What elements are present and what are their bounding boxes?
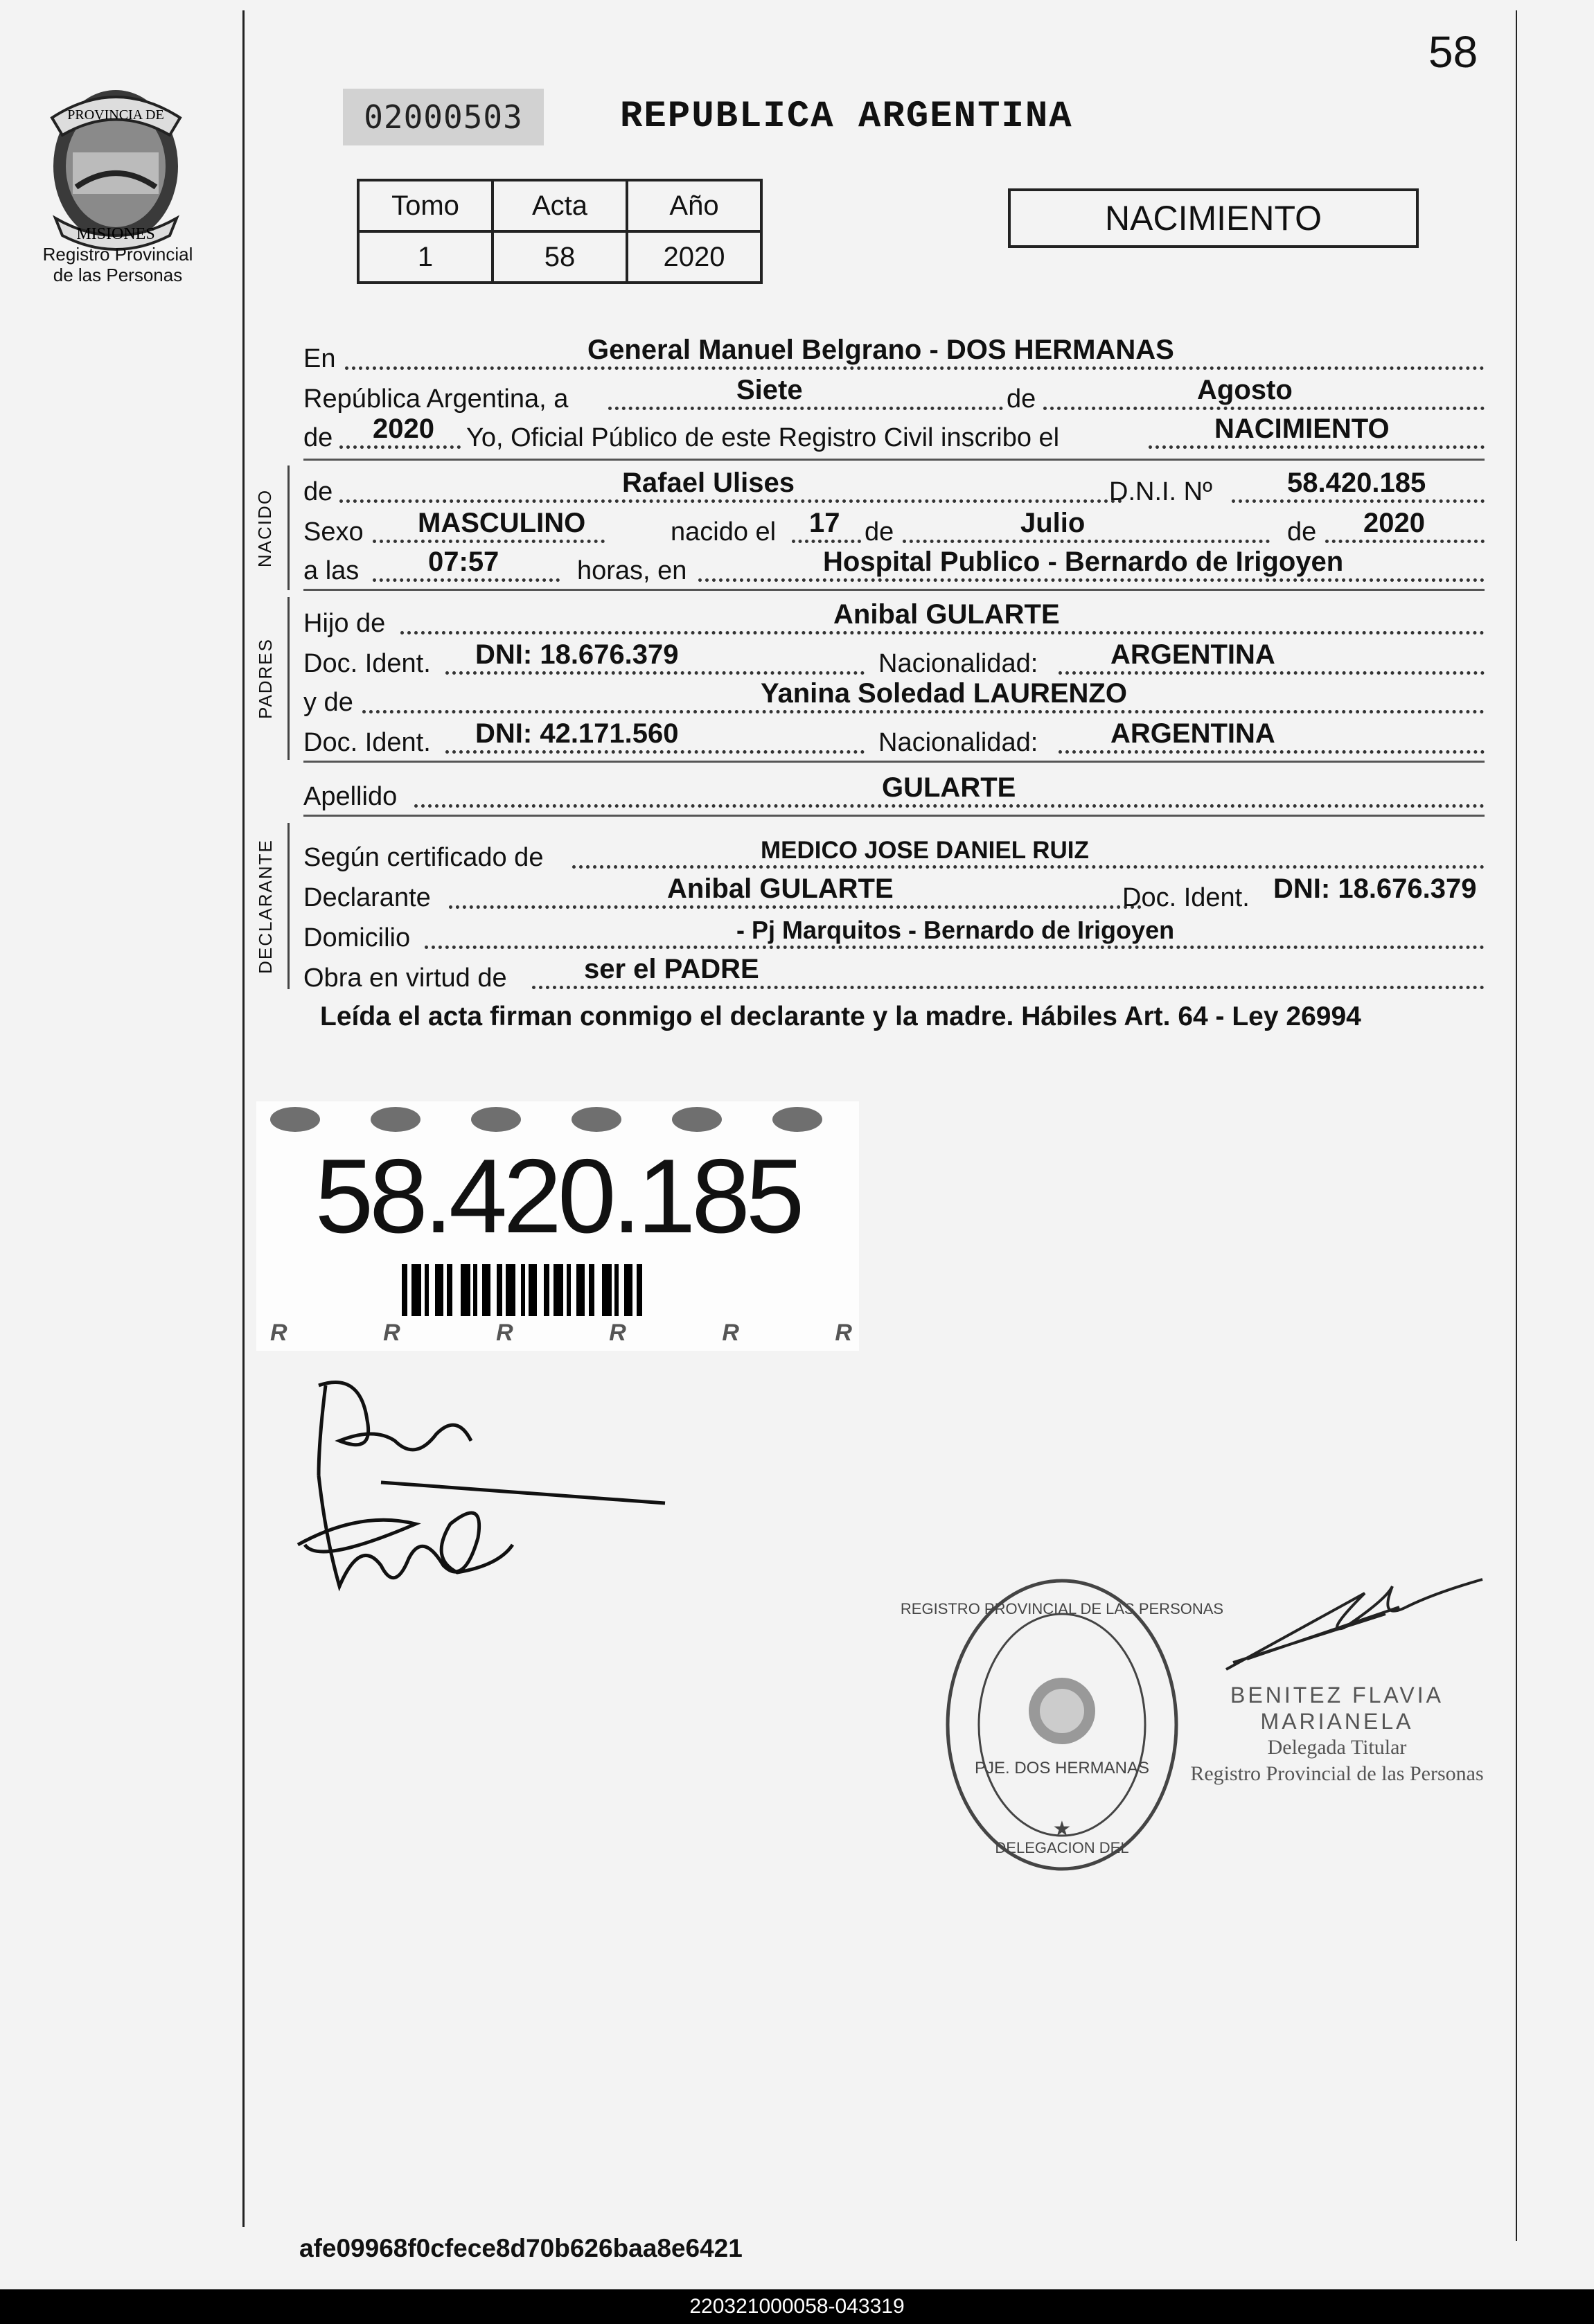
act-type-box: NACIMIENTO — [1008, 188, 1419, 248]
label-a-las: a las — [303, 556, 360, 585]
dni-label-sticker — [256, 1101, 859, 1351]
section-divider — [303, 589, 1485, 591]
row-date-written — [303, 373, 1485, 414]
closing-statement: Leída el acta firman conmigo el declarante y la madre. Hábiles Art. 64 - Ley 26994 — [320, 1002, 1361, 1031]
emblem-banner-bottom: MISIONES — [76, 225, 155, 243]
row-surname — [303, 770, 1485, 812]
label-y-de: y de — [303, 688, 353, 717]
value-mother-name: Yanina Soledad LAURENZO — [761, 678, 1127, 709]
row-place — [303, 332, 1485, 374]
stamp-center-text: PJE. DOS HERMANAS — [974, 1759, 1150, 1777]
serial-number: 02000503 — [343, 89, 544, 145]
label-sexo: Sexo — [303, 517, 364, 547]
label-doc-ident: Doc. Ident. — [303, 649, 431, 678]
value-certificate: MEDICO JOSE DANIEL RUIZ — [761, 837, 1089, 864]
label-nacido-el: nacido el — [671, 517, 777, 547]
table-header-ano: Año — [627, 180, 761, 231]
row-mother-doc — [303, 716, 1485, 758]
value-mother-nationality: ARGENTINA — [1110, 718, 1275, 749]
stamp-ring-text: REGISTRO PROVINCIAL DE LAS PERSONAS — [900, 1600, 1224, 1617]
label-republica: República Argentina, a — [303, 384, 569, 414]
section-bar-declarante — [287, 823, 290, 989]
label-hijo-de: Hijo de — [303, 609, 386, 638]
row-mother — [303, 676, 1485, 718]
row-sex-birth — [303, 506, 1485, 547]
label-nacionalidad: Nacionalidad: — [878, 649, 1038, 678]
table-header-acta: Acta — [493, 180, 627, 231]
watermark-icon — [772, 1107, 822, 1132]
emblem-banner-top: PROVINCIA DE — [67, 107, 164, 123]
label-domicilio: Domicilio — [303, 923, 411, 952]
label-en: En — [303, 344, 336, 373]
dni-label-number: 58.420.185 — [315, 1137, 801, 1255]
registry-stamp — [900, 1572, 1224, 1877]
label-de-birth-year: de — [1287, 517, 1317, 547]
delegate-name: BENITEZ FLAVIA MARIANELA — [1230, 1683, 1444, 1734]
value-birth-year: 2020 — [1363, 508, 1425, 538]
delegate-office: Registro Provincial de las Personas — [1190, 1762, 1484, 1785]
value-father-nationality: ARGENTINA — [1110, 639, 1275, 670]
value-obra: ser el PADRE — [584, 954, 759, 984]
delegate-title: Delegada Titular — [1267, 1736, 1407, 1759]
record-table — [357, 179, 763, 284]
watermark-r: R — [609, 1320, 626, 1346]
declarant-signature — [277, 1358, 693, 1649]
value-act-type: NACIMIENTO — [1214, 414, 1390, 444]
label-official: Yo, Oficial Público de este Registro Civil inscribo el — [466, 423, 1060, 452]
row-father — [303, 597, 1485, 639]
footer-code: 220321000058-043319 — [0, 2289, 1594, 2324]
document-hash: afe09968f0cfece8d70b626baa8e6421 — [299, 2234, 743, 2262]
label-dni: D.N.I. Nº — [1109, 477, 1212, 506]
watermark-icon — [471, 1107, 521, 1132]
row-obra — [303, 952, 1485, 993]
value-day-text: Siete — [736, 375, 803, 405]
value-declarant-doc: DNI: 18.676.379 — [1273, 873, 1477, 904]
watermark-icon — [270, 1107, 320, 1132]
registry-name: Registro Provincial de las Personas — [42, 244, 193, 285]
label-obra: Obra en virtud de — [303, 964, 507, 993]
value-domicile: - Pj Marquitos - Bernardo de Irigoyen — [736, 916, 1175, 944]
row-certificate — [303, 831, 1485, 873]
row-domicile — [303, 912, 1485, 953]
value-birth-place: Hospital Publico - Bernardo de Irigoyen — [823, 547, 1344, 577]
row-father-doc — [303, 637, 1485, 679]
section-divider — [303, 459, 1485, 461]
section-label-padres: PADRES — [254, 638, 276, 719]
row-year — [303, 411, 1485, 453]
value-father-name: Anibal GULARTE — [833, 599, 1060, 630]
value-declarant: Anibal GULARTE — [667, 873, 894, 904]
section-label-nacido: NACIDO — [254, 488, 276, 567]
label-de: de — [1007, 384, 1036, 414]
table-value-ano: 2020 — [627, 231, 761, 283]
watermark-icon — [672, 1107, 722, 1132]
row-child-name — [303, 465, 1485, 507]
table-value-acta: 58 — [493, 231, 627, 283]
watermark-r: R — [496, 1320, 513, 1346]
value-father-doc: DNI: 18.676.379 — [475, 639, 679, 670]
stamp-star-icon: ★ — [1052, 1817, 1072, 1841]
label-certificado: Según certificado de — [303, 843, 544, 872]
value-surname: GULARTE — [882, 772, 1016, 803]
value-sexo: MASCULINO — [418, 508, 586, 538]
table-header-tomo: Tomo — [358, 180, 493, 231]
watermark-r: R — [835, 1320, 852, 1346]
section-divider — [303, 815, 1485, 817]
page-number: 58 — [1428, 27, 1478, 77]
value-place: General Manuel Belgrano - DOS HERMANAS — [587, 335, 1174, 365]
label-doc-ident: Doc. Ident. — [303, 728, 431, 757]
watermark-icon — [371, 1107, 420, 1132]
left-margin-line — [242, 10, 245, 2227]
section-bar-padres — [287, 597, 290, 760]
row-declarant — [303, 871, 1485, 913]
stamp-ring-text-left: DELEGACION DEL — [995, 1839, 1129, 1856]
value-year: 2020 — [373, 414, 434, 444]
watermark-r: R — [383, 1320, 400, 1346]
table-value-tomo: 1 — [358, 231, 493, 283]
watermark-r: R — [270, 1320, 287, 1346]
label-de-month: de — [865, 517, 894, 547]
section-divider — [303, 761, 1485, 763]
label-declarante: Declarante — [303, 883, 431, 912]
section-label-declarante: DECLARANTE — [254, 838, 276, 974]
country-title: REPUBLICA ARGENTINA — [620, 96, 1073, 138]
label-doc-ident-declarant: Doc. Ident. — [1122, 883, 1250, 912]
section-bar-nacido — [287, 465, 290, 590]
watermark-icon — [572, 1107, 621, 1132]
value-birth-day: 17 — [809, 508, 840, 538]
value-birth-time: 07:57 — [428, 547, 499, 577]
official-signature — [1219, 1572, 1489, 1676]
value-birth-month: Julio — [1020, 508, 1086, 538]
row-time-place — [303, 544, 1485, 586]
value-child-dni: 58.420.185 — [1287, 468, 1426, 498]
label-nacionalidad: Nacionalidad: — [878, 728, 1038, 757]
label-horas: horas, en — [577, 556, 687, 585]
label-de-year: de — [303, 423, 333, 452]
value-mother-doc: DNI: 42.171.560 — [475, 718, 679, 749]
barcode — [402, 1264, 714, 1316]
right-margin-line — [1516, 10, 1517, 2241]
value-child-name: Rafael Ulises — [622, 468, 795, 498]
province-emblem — [38, 69, 194, 249]
watermark-r: R — [722, 1320, 739, 1346]
delegate-stamp — [1178, 1682, 1496, 1787]
label-de-name: de — [303, 477, 333, 506]
label-apellido: Apellido — [303, 782, 398, 811]
value-month: Agosto — [1197, 375, 1293, 405]
